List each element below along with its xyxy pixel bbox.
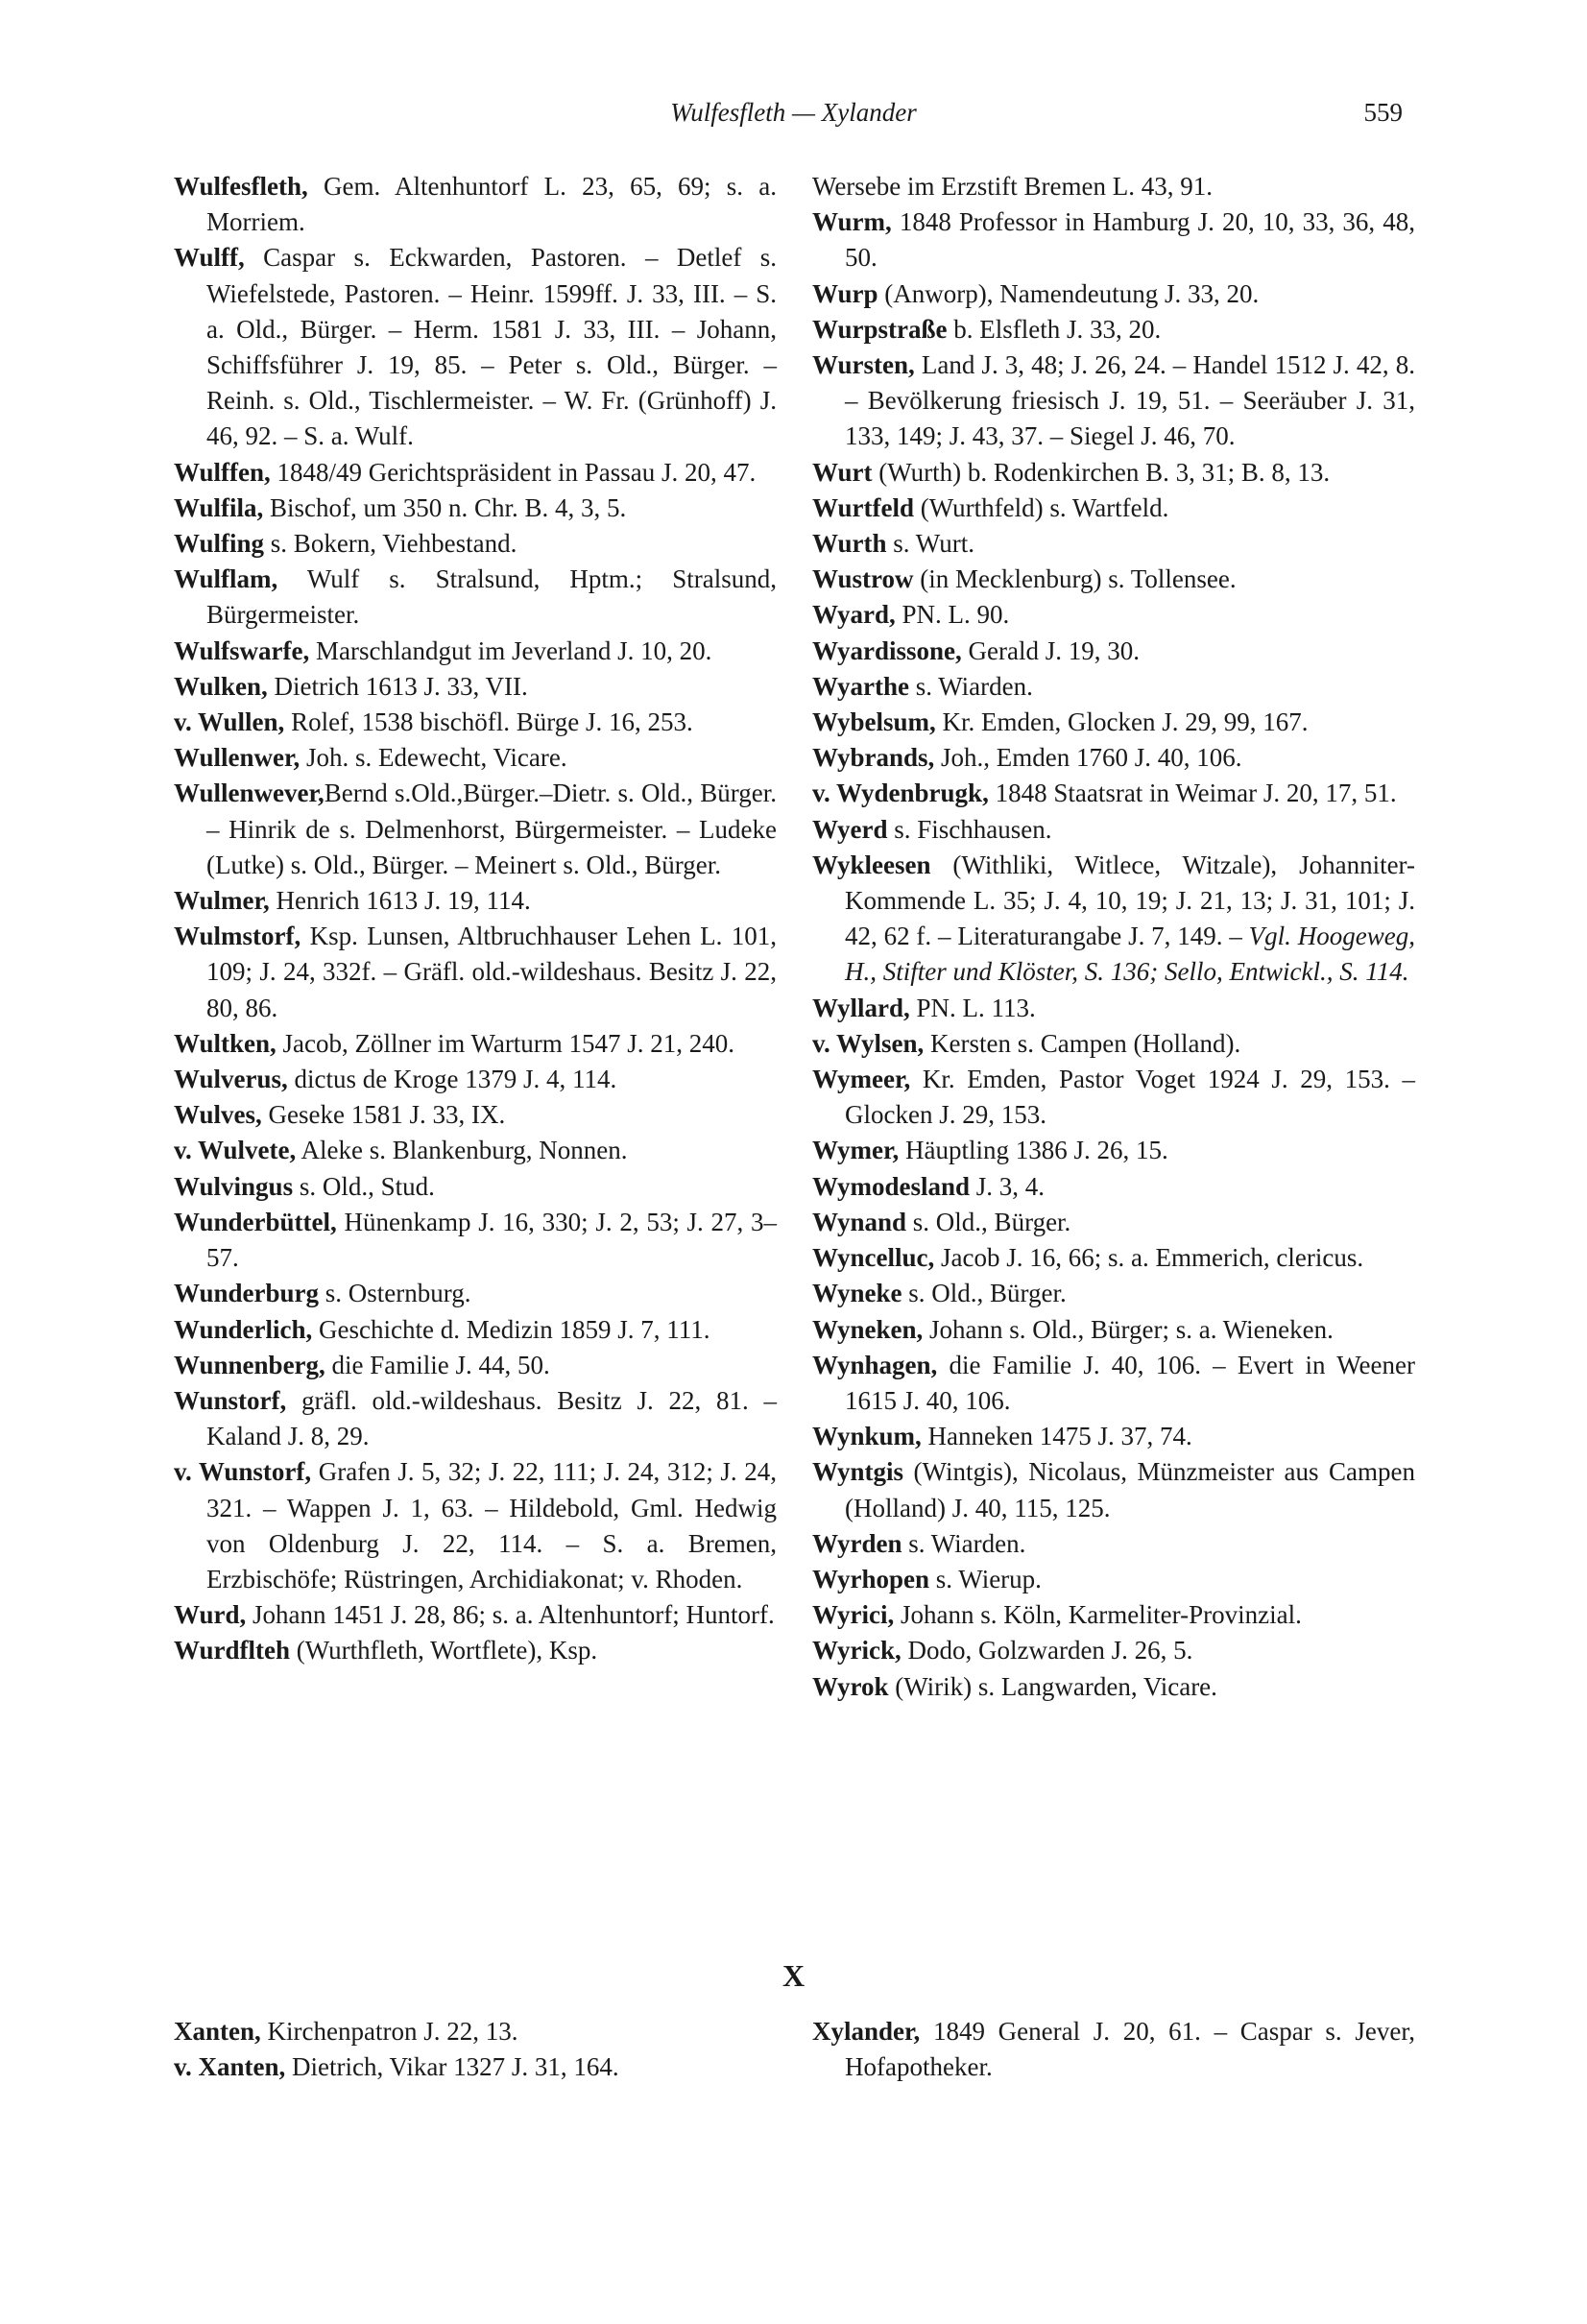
index-entry [812, 1669, 1415, 1705]
entry-headword: v. Wulvete, [174, 1136, 297, 1165]
entry-text: Marschlandgut im Jeverland J. 10, 20. [309, 635, 712, 665]
entry-headword: Wurd, [174, 1600, 247, 1630]
index-entry [174, 240, 777, 454]
entry-headword: Wynhagen, [812, 1350, 938, 1379]
index-entry [812, 455, 1415, 491]
page-number: 559 [1363, 98, 1403, 127]
entry-text: Kr. Emden, Pastor Voget 1924 J. 29, 153. – Glocken J. 29, 153. [845, 1065, 1415, 1130]
entry-text: Jacob J. 16, 66; s. a. Emmerich, clericus. [934, 1243, 1364, 1273]
entry-headword: Wustrow [812, 564, 914, 594]
bottom-left-column [174, 2014, 777, 2085]
entry-headword: Wymer, [812, 1136, 900, 1165]
entry-headword: Wulmstorf, [174, 922, 301, 951]
index-entry [174, 1133, 777, 1168]
entry-headword: Wulmer, [174, 886, 270, 916]
index-entry [812, 1633, 1415, 1668]
entry-headword: Wyrok [812, 1671, 889, 1701]
index-entry [174, 1312, 777, 1348]
index-entry [174, 776, 777, 883]
entry-text: PN. L. 113. [909, 993, 1036, 1022]
entry-text: Geseke 1581 J. 33, IX. [261, 1100, 506, 1130]
entry-text: Hünenkamp J. 16, 330; J. 2, 53; J. 27, 3–57. [206, 1207, 777, 1273]
entry-text: (in Mecklenburg) s. Tollensee. [913, 564, 1237, 594]
index-entry [812, 1062, 1415, 1133]
entry-headword: Wyntgis [812, 1457, 904, 1487]
entry-text: (Wurth) b. Rodenkirchen B. 3, 31; B. 8, 13. [872, 457, 1331, 487]
index-entry [812, 1205, 1415, 1240]
entry-text: Wersebe im Erzstift Bremen L. 43, 91. [812, 172, 1213, 201]
entry-headword: Wymeer, [812, 1065, 911, 1094]
entry-text: s. Old., Bürger. [902, 1279, 1067, 1308]
entry-headword: v. Wydenbrugk, [812, 779, 989, 808]
entry-text: Jacob, Zöllner im Warturm 1547 J. 21, 240. [276, 1028, 735, 1058]
index-entry [812, 848, 1415, 991]
entry-headword: Wulfila, [174, 492, 264, 522]
entry-headword: Wunderlich, [174, 1314, 313, 1344]
index-entry [812, 562, 1415, 597]
running-title: Wulfesfleth — Xylander [670, 98, 917, 127]
entry-headword: Wulfesfleth, [174, 172, 308, 201]
entry-text: (Anworp), Namendeutung J. 33, 20. [878, 278, 1260, 308]
index-entry [812, 991, 1415, 1026]
entry-headword: Wulflam, [174, 564, 278, 594]
entry-headword: Wyrhopen [812, 1564, 930, 1593]
entry-text: (Wurthfleth, Wortflete), Ksp. [290, 1636, 598, 1665]
entry-text: (Wintgis), Nicolaus, Münzmeister aus Campen (Holland) J. 40, 115, 125. [845, 1457, 1415, 1522]
entry-headword: Wynand [812, 1207, 907, 1236]
entry-headword: Wunderburg [174, 1279, 320, 1308]
entry-text: Rolef, 1538 bischöfl. Bürge J. 16, 253. [284, 707, 693, 737]
entry-headword: Wyerd [812, 814, 888, 844]
entry-text: s. Bokern, Viehbestand. [264, 529, 517, 559]
entry-headword: Wulfing [174, 529, 265, 559]
entry-text: Kirchenpatron J. 22, 13. [260, 2017, 518, 2046]
index-entry [812, 1597, 1415, 1633]
entry-text: Dietrich, Vikar 1327 J. 31, 164. [285, 2052, 619, 2082]
entry-text: b. Elsfleth J. 33, 20. [947, 314, 1162, 344]
index-entry [812, 312, 1415, 347]
entry-headword: Wyrici, [812, 1600, 895, 1630]
entry-text: s. Wierup. [929, 1564, 1042, 1593]
entry-text: Geschichte d. Medizin 1859 J. 7, 111. [312, 1314, 710, 1344]
entry-headword: Wultken, [174, 1028, 277, 1058]
index-entry [812, 2014, 1415, 2085]
entry-text: Häuptling 1386 J. 26, 15. [899, 1136, 1168, 1165]
index-entry [174, 883, 777, 919]
entry-headword: Xylander, [812, 2017, 921, 2046]
index-entry [812, 1312, 1415, 1348]
entry-text: s. Wiarden. [902, 1528, 1026, 1558]
entry-headword: Wurpstraße [812, 314, 948, 344]
entry-text: die Familie J. 44, 50. [325, 1350, 550, 1379]
entry-headword: Wunnenberg, [174, 1350, 325, 1379]
entry-headword: Wyardissone, [812, 635, 962, 665]
entry-text: Wulf s. Stralsund, Hptm.; Stralsund, Bürgermeister. [206, 564, 777, 630]
entry-text: dictus de Kroge 1379 J. 4, 114. [287, 1065, 617, 1094]
index-entry [812, 169, 1415, 204]
entry-headword: Wunstorf, [174, 1385, 287, 1415]
bottom-right-column [812, 2014, 1415, 2085]
entry-text: 1848 Professor in Hamburg J. 20, 10, 33, 36, 48, 50. [845, 207, 1415, 273]
index-entry [812, 1419, 1415, 1454]
entry-text: Dietrich 1613 J. 33, VII. [267, 671, 528, 701]
section-letter: X [781, 1958, 806, 1993]
index-entry [812, 705, 1415, 740]
entry-headword: Wurtfeld [812, 492, 914, 522]
entry-text: Kr. Emden, Glocken J. 29, 99, 167. [935, 707, 1309, 737]
index-entry [174, 1597, 777, 1633]
entry-headword: Wullenwever, [174, 779, 325, 808]
entry-headword: Wyarthe [812, 671, 909, 701]
entry-headword: v. Wullen, [174, 707, 285, 737]
entry-text: Hanneken 1475 J. 37, 74. [921, 1422, 1192, 1451]
entry-headword: Wursten, [812, 350, 915, 380]
entry-headword: Wyneke [812, 1279, 902, 1308]
index-entry [812, 1240, 1415, 1276]
entry-text: s. Old., Bürger. [906, 1207, 1071, 1236]
index-entry [174, 455, 777, 491]
entry-text: (Wurthfeld) s. Wartfeld. [914, 492, 1169, 522]
index-entry [174, 2014, 777, 2049]
index-entry [174, 1383, 777, 1454]
index-entry [812, 491, 1415, 526]
index-entry [812, 740, 1415, 776]
index-entry [812, 1133, 1415, 1168]
index-entry [174, 1062, 777, 1097]
entry-text: Aleke s. Blankenburg, Nonnen. [296, 1136, 628, 1165]
entry-text: Henrich 1613 J. 19, 114. [269, 886, 531, 916]
entry-text: Dodo, Golzwarden J. 26, 5. [901, 1636, 1193, 1665]
index-entry [174, 562, 777, 633]
entry-text: Ksp. Lunsen, Altbruchhauser Lehen L. 101, 109; J. 24, 332f. – Gräfl. old.-wildeshaus. Besitz J. 22, 80, 86. [206, 922, 777, 1022]
entry-text: s. Wiarden. [908, 671, 1033, 701]
entry-text: Caspar s. Eckwarden, Pastoren. – Detlef s. Wiefelstede, Pastoren. – Heinr. 1599ff. J. 33, III. – S. a. Old., Bürger. – Herm. 1581 J. 33, III. – Johann, Schiffsführer J. 19, 85. – Peter s. Old., Bürger. – Reinh. s. Old., Tischlermeister. – W. Fr. (Grünhoff) J. 46, 92. – S. a. Wulf. [206, 243, 777, 451]
index-entry [812, 1562, 1415, 1597]
entry-headword: Wulfswarfe, [174, 635, 310, 665]
entry-headword: Wynkum, [812, 1422, 922, 1451]
entry-headword: Wyrick, [812, 1636, 902, 1665]
index-entry [174, 919, 777, 1026]
entry-headword: Wyard, [812, 600, 896, 630]
index-entry [174, 669, 777, 705]
entry-headword: Wykleesen [812, 850, 931, 879]
entry-italic-text: Vgl. Hoogeweg, H., Stifter und Klöster, S. 136; Sello, Entwickl., S. 114. [845, 922, 1415, 987]
entry-text: 1848/49 Gerichtspräsident in Passau J. 20, 47. [270, 457, 757, 487]
index-entry [812, 1454, 1415, 1525]
entry-text: s. Osternburg. [319, 1279, 471, 1308]
entry-text: 1849 General J. 20, 61. – Caspar s. Jever, Hofapotheker. [845, 2017, 1415, 2082]
entry-text: die Familie J. 40, 106. – Evert in Weener 1615 J. 40, 106. [845, 1350, 1415, 1415]
entry-text: (Withliki, Witlece, Witzale), Johanniter-Kommende L. 35; J. 4, 10, 19; J. 21, 13; J. 31, 101; J. 42, 62 f. – Literaturangabe J. 7, 149. – [845, 850, 1415, 951]
index-entry [174, 740, 777, 776]
index-entry [812, 812, 1415, 848]
entry-text: Bernd s.Old.,Bürger.–Dietr. s. Old., Bürger. – Hinrik de s. Delmenhorst, Bürgermeister. – Ludeke (Lutke) s. Old., Bürger. – Meinert s. Old., Bürger. [206, 779, 777, 879]
left-column [174, 169, 777, 1669]
entry-headword: Wyncelluc, [812, 1243, 935, 1273]
right-column [812, 169, 1415, 1705]
index-entry [174, 1276, 777, 1311]
index-entry [812, 526, 1415, 562]
index-entry [174, 1205, 777, 1276]
entry-headword: Wurth [812, 529, 887, 559]
index-entry [812, 1169, 1415, 1205]
entry-text: Gem. Altenhuntorf L. 23, 65, 69; s. a. Morriem. [206, 172, 777, 237]
index-entry [174, 169, 777, 240]
entry-text: Johann s. Old., Bürger; s. a. Wieneken. [923, 1314, 1334, 1344]
index-entry [812, 634, 1415, 669]
index-entry [812, 347, 1415, 455]
entry-headword: Wurp [812, 278, 878, 308]
index-entry [174, 1097, 777, 1133]
entry-text: Joh., Emden 1760 J. 40, 106. [934, 743, 1242, 773]
index-entry [174, 1454, 777, 1597]
entry-text: Gerald J. 19, 30. [961, 635, 1140, 665]
index-entry [174, 705, 777, 740]
entry-headword: Wyneken, [812, 1314, 924, 1344]
entry-text: Joh. s. Edewecht, Vicare. [300, 743, 567, 773]
entry-headword: Xanten, [174, 2017, 261, 2046]
entry-text: s. Fischhausen. [887, 814, 1052, 844]
entry-text: J. 3, 4. [970, 1171, 1046, 1201]
entry-headword: v. Wunstorf, [174, 1457, 312, 1487]
entry-headword: Wybrands, [812, 743, 935, 773]
entry-text: Johann s. Köln, Karmeliter-Provinzial. [894, 1600, 1302, 1630]
entry-text: gräfl. old.-wildeshaus. Besitz J. 22, 81. – Kaland J. 8, 29. [206, 1385, 777, 1451]
index-entry [812, 1026, 1415, 1062]
entry-headword: Wymodesland [812, 1171, 971, 1201]
index-entry [812, 776, 1415, 811]
index-entry [174, 491, 777, 526]
entry-text: Kersten s. Campen (Holland). [924, 1028, 1241, 1058]
index-entry [812, 1348, 1415, 1419]
entry-headword: v. Xanten, [174, 2052, 286, 2082]
entry-headword: Wurdflteh [174, 1636, 291, 1665]
index-entry [812, 1526, 1415, 1562]
entry-headword: Wybelsum, [812, 707, 936, 737]
entry-headword: Wurm, [812, 207, 892, 237]
entry-headword: Wulff, [174, 243, 245, 273]
entry-headword: Wulvingus [174, 1171, 294, 1201]
index-entry [174, 634, 777, 669]
entry-text: PN. L. 90. [895, 600, 1010, 630]
entry-headword: Wulverus, [174, 1065, 288, 1094]
entry-headword: Wulves, [174, 1100, 262, 1130]
index-entry [174, 1633, 777, 1668]
entry-headword: Wulken, [174, 671, 268, 701]
entry-text: s. Old., Stud. [293, 1171, 435, 1201]
entry-headword: Wunderbüttel, [174, 1207, 337, 1236]
index-entry [174, 1348, 777, 1383]
index-entry [812, 276, 1415, 312]
entry-headword: Wullenwer, [174, 743, 301, 773]
entry-text: 1848 Staatsrat in Weimar J. 20, 17, 51. [988, 779, 1397, 808]
index-entry [812, 1276, 1415, 1311]
index-entry [812, 597, 1415, 633]
entry-text: Bischof, um 350 n. Chr. B. 4, 3, 5. [263, 492, 627, 522]
entry-headword: v. Wylsen, [812, 1028, 925, 1058]
index-entry [174, 526, 777, 562]
entry-text: Grafen J. 5, 32; J. 22, 111; J. 24, 312; J. 24, 321. – Wappen J. 1, 63. – Hildebold, Gml. Hedwig von Oldenburg J. 22, 114. – S. a. Bremen, Erzbischöfe; Rüstringen, Archidiakonat; v. Rhoden. [206, 1457, 777, 1593]
entry-headword: Wurt [812, 457, 873, 487]
entry-text: Johann 1451 J. 28, 86; s. a. Altenhuntorf; Huntorf. [246, 1600, 775, 1630]
index-entry [174, 1026, 777, 1062]
index-entry [174, 1169, 777, 1205]
page-header [0, 92, 1587, 138]
entry-headword: Wulffen, [174, 457, 271, 487]
entry-headword: Wyllard, [812, 993, 910, 1022]
index-entry [812, 669, 1415, 705]
entry-text: s. Wurt. [886, 529, 974, 559]
index-entry [174, 2049, 777, 2085]
entry-text: Land J. 3, 48; J. 26, 24. – Handel 1512 J. 42, 8. – Bevölkerung friesisch J. 19, 51. – Seeräuber J. 31, 133, 149; J. 43, 37. – Siegel J. 46, 70. [845, 350, 1415, 451]
index-entry [812, 204, 1415, 276]
entry-text: (Wirik) s. Langwarden, Vicare. [888, 1671, 1217, 1701]
entry-headword: Wyrden [812, 1528, 902, 1558]
